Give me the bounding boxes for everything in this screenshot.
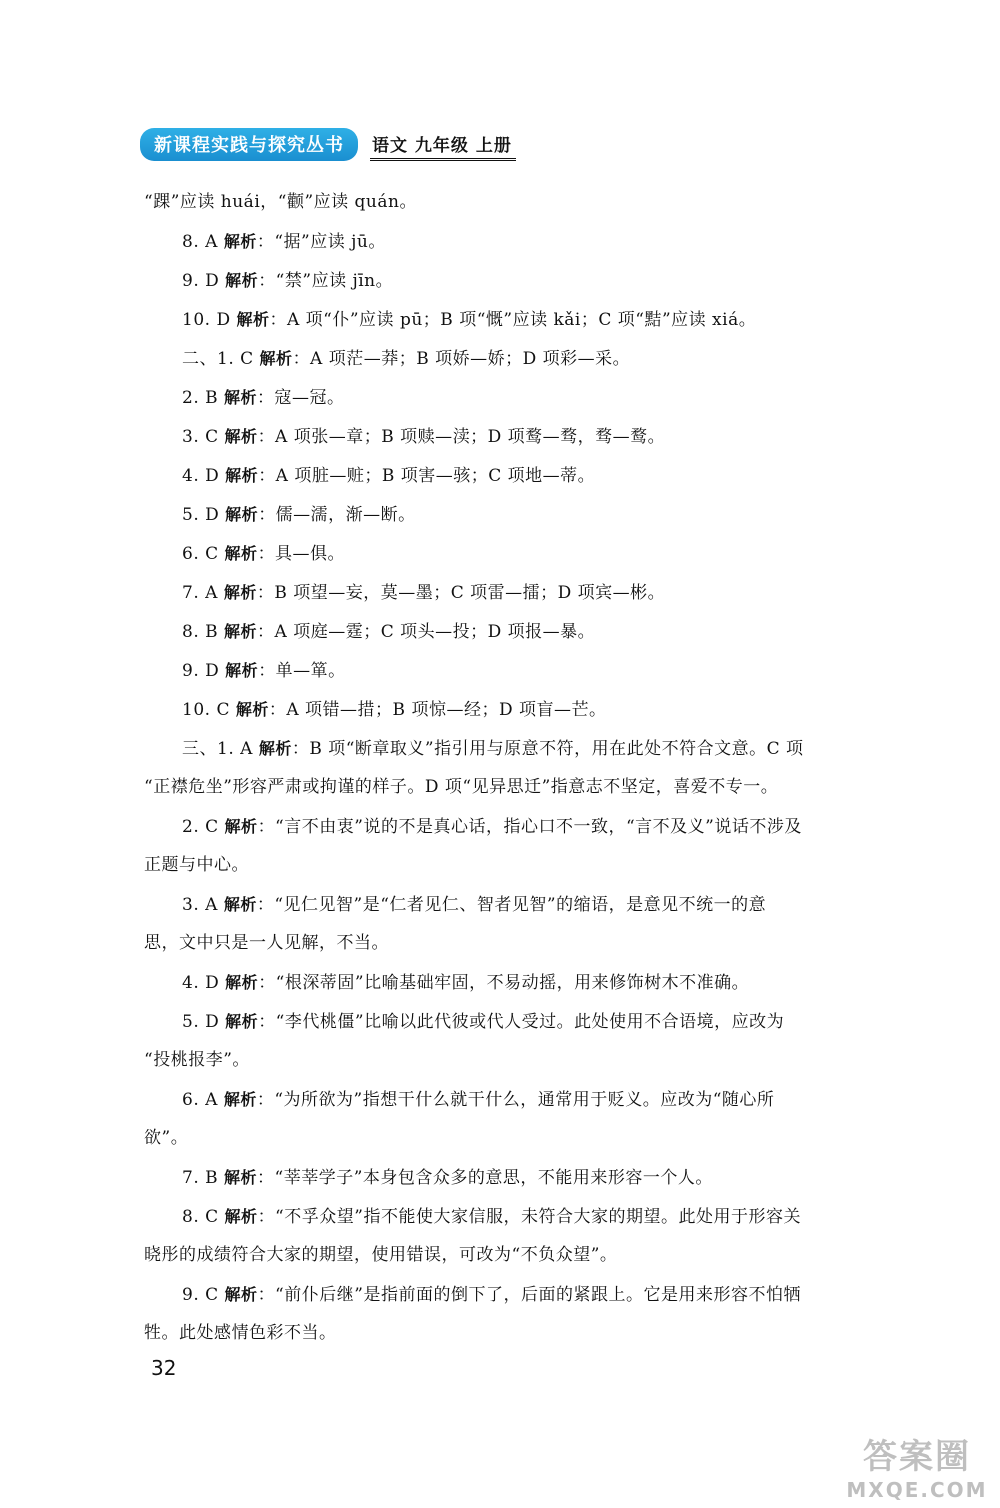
- analysis-keyword: 解析: [224, 388, 258, 407]
- watermark: [842, 1429, 992, 1502]
- text-line: “踝”应读 huái，“颧”应读 quán。: [144, 192, 417, 212]
- answer-line: 8. C 解析：“不孚众望”指不能使大家信服，未符合大家的期望。此处用于形容关: [182, 1207, 801, 1227]
- answer-line: 5. D 解析：儒—濡，渐—断。: [182, 505, 416, 525]
- analysis-keyword: 解析: [225, 505, 259, 524]
- analysis-keyword: 解析: [224, 544, 258, 563]
- text-line: 牲。此处感情色彩不当。: [144, 1323, 337, 1343]
- text-line: 正题与中心。: [144, 855, 249, 875]
- text-line: 欲”。: [144, 1128, 189, 1148]
- answer-line: 7. A 解析：B 项望—妄，莫—墨；C 项雷—擂；D 项宾—彬。: [182, 583, 666, 603]
- answer-line: 3. C 解析：A 项张—章；B 项赎—渎；D 项鹜—骛，骛—鹜。: [182, 427, 666, 447]
- text-line: 思，文中只是一人见解，不当。: [144, 933, 389, 953]
- answer-line: 2. C 解析：“言不由衷”说的不是真心话，指心口不一致，“言不及义”说话不涉及: [182, 817, 802, 837]
- answer-line: 三、1. A 解析：B 项“断章取义”指引用与原意不符，用在此处不符合文意。C 项: [182, 739, 804, 759]
- analysis-keyword: 解析: [225, 661, 259, 680]
- answer-line: 8. B 解析：A 项庭—霆；C 项头—投；D 项报—暴。: [182, 622, 596, 642]
- analysis-keyword: 解析: [224, 817, 258, 836]
- answer-line: 6. C 解析：具—俱。: [182, 544, 346, 564]
- answer-line: 9. C 解析：“前仆后继”是指前面的倒下了，后面的紧跟上。它是用来形容不怕牺: [182, 1285, 801, 1305]
- answer-line: 6. A 解析：“为所欲为”指想干什么就干什么，通常用于贬义。应改为“随心所: [182, 1090, 775, 1110]
- text-line: 晓彤的成绩符合大家的期望，使用错误，可改为“不负众望”。: [144, 1245, 618, 1265]
- series-title-badge: 新课程实践与探究丛书: [140, 128, 358, 161]
- analysis-keyword: 解析: [235, 700, 269, 719]
- watermark-logo: 答案圈: [863, 1437, 971, 1477]
- analysis-keyword: 解析: [224, 427, 258, 446]
- analysis-keyword: 解析: [224, 1207, 258, 1226]
- answer-line: 10. D 解析：A 项“仆”应读 pū；B 项“慨”应读 kǎi；C 项“黠”应读 xiá。: [182, 310, 757, 330]
- answer-line: 二、1. C 解析：A 项茫—莽；B 项娇—娇；D 项彩—采。: [182, 349, 631, 369]
- analysis-keyword: 解析: [224, 1168, 258, 1187]
- analysis-keyword: 解析: [225, 973, 259, 992]
- answer-line: 9. D 解析：单—箪。: [182, 661, 346, 681]
- analysis-keyword: 解析: [236, 310, 270, 329]
- book-info: 语文 九年级 上册: [370, 131, 516, 161]
- analysis-keyword: 解析: [223, 895, 257, 914]
- analysis-keyword: 解析: [225, 466, 259, 485]
- answer-content: [144, 183, 914, 1353]
- answer-line: 2. B 解析：寇—冠。: [182, 388, 345, 408]
- answer-line: 4. D 解析：A 项脏—赃；B 项害—骇；C 项地—蒂。: [182, 466, 596, 486]
- analysis-keyword: 解析: [223, 1090, 257, 1109]
- analysis-keyword: 解析: [225, 271, 259, 290]
- answer-line: 8. A 解析：“据”应读 jū。: [182, 232, 386, 252]
- answer-line: 9. D 解析：“禁”应读 jīn。: [182, 271, 394, 291]
- analysis-keyword: 解析: [259, 349, 293, 368]
- text-line: “正襟危坐”形容严肃或拘谨的样子。D 项“见异思迁”指意志不坚定，喜爱不专一。: [144, 777, 779, 797]
- analysis-keyword: 解析: [223, 583, 257, 602]
- watermark-site: MXQE.COM: [846, 1478, 988, 1502]
- answer-line: 5. D 解析：“李代桃僵”比喻以此代彼或代人受过。此处使用不合语境，应改为: [182, 1012, 785, 1032]
- answer-line: 3. A 解析：“见仁见智”是“仁者见仁、智者见智”的缩语，是意见不统一的意: [182, 895, 767, 915]
- page-number: 32: [151, 1356, 177, 1380]
- analysis-keyword: 解析: [223, 232, 257, 251]
- analysis-keyword: 解析: [258, 739, 292, 758]
- answer-line: 4. D 解析：“根深蒂固”比喻基础牢固，不易动摇，用来修饰树木不准确。: [182, 973, 750, 993]
- analysis-keyword: 解析: [224, 1285, 258, 1304]
- text-line: “投桃报李”。: [144, 1050, 250, 1070]
- analysis-keyword: 解析: [225, 1012, 259, 1031]
- answer-line: 7. B 解析：“莘莘学子”本身包含众多的意思，不能用来形容一个人。: [182, 1168, 713, 1188]
- page-header: [140, 128, 516, 161]
- answer-line: 10. C 解析：A 项错—措；B 项惊—经；D 项盲—芒。: [182, 700, 607, 720]
- analysis-keyword: 解析: [224, 622, 258, 641]
